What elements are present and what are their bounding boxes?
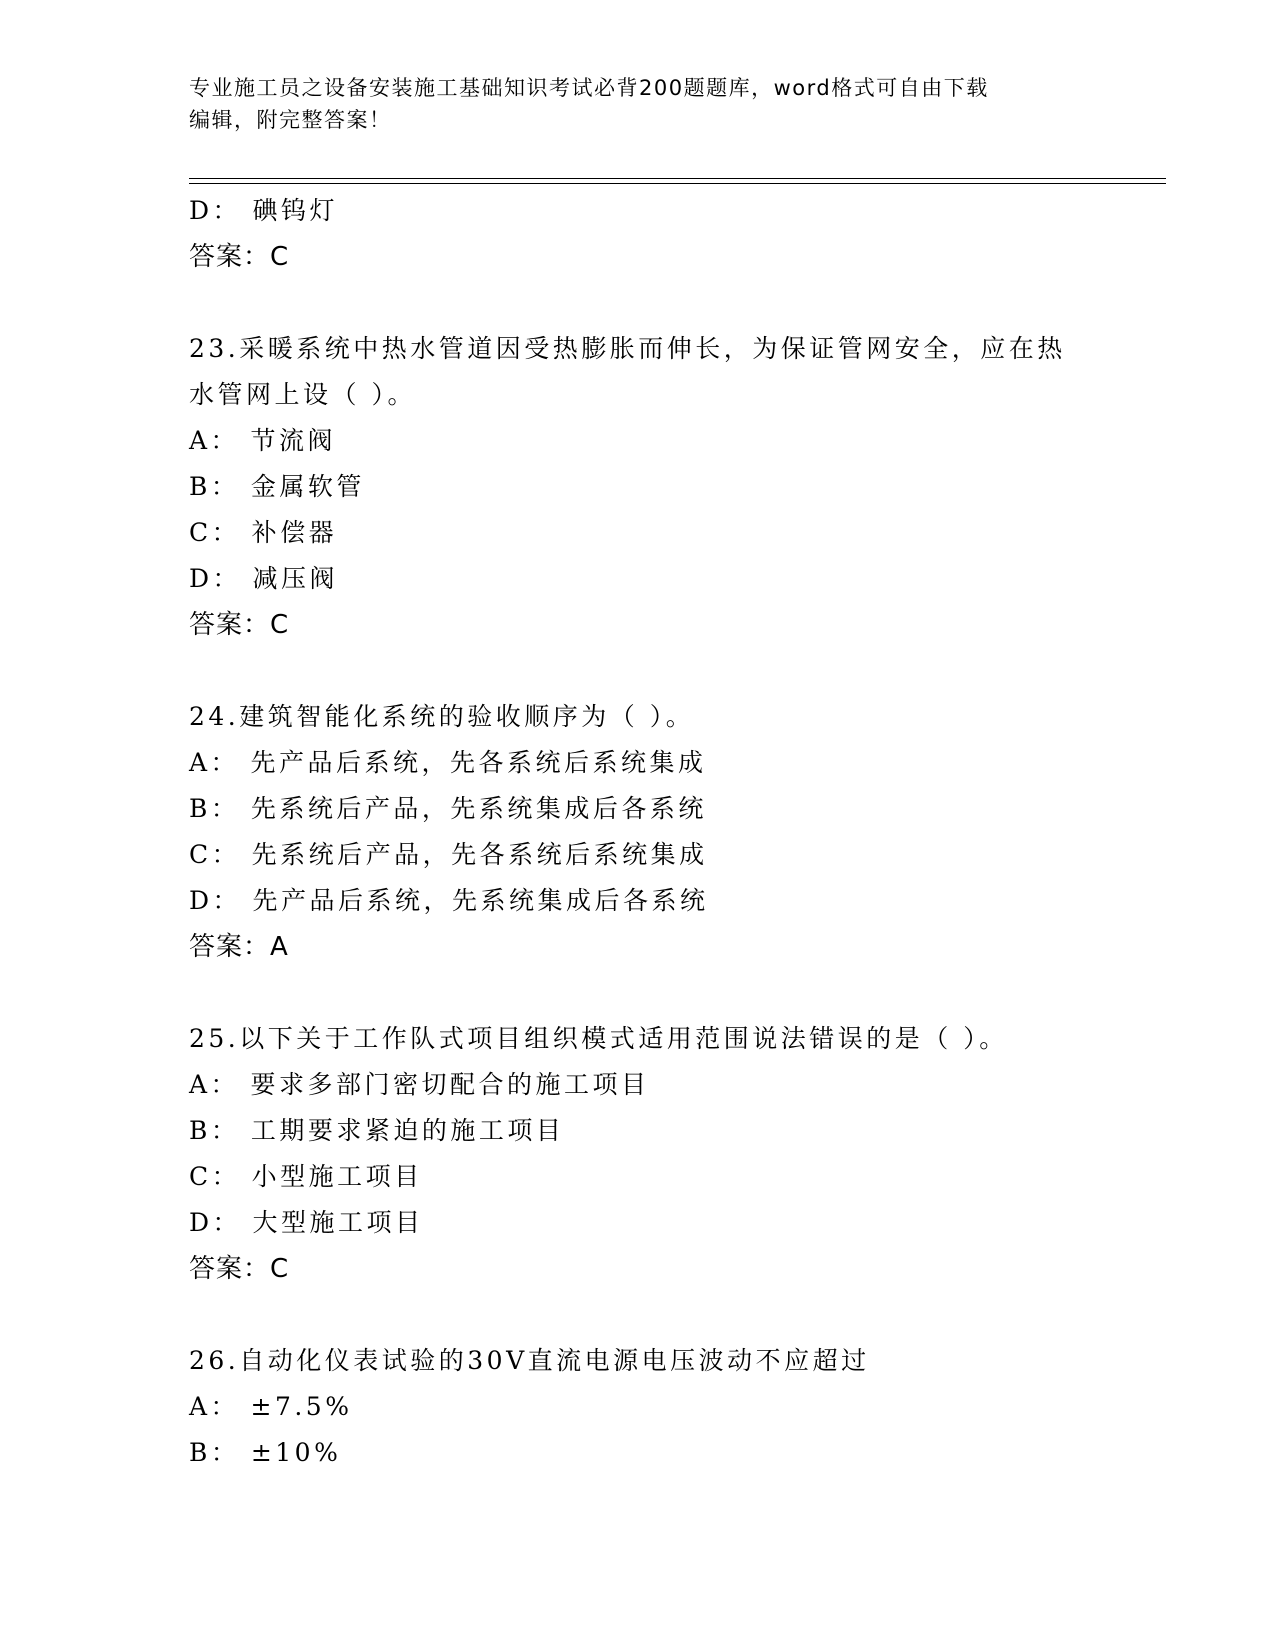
- header-divider-bottom: [189, 183, 1166, 184]
- header-line-1: 专业施工员之设备安装施工基础知识考试必背200题题库，word格式可自由下载: [189, 76, 989, 100]
- answer-line: 答案：C: [189, 1254, 290, 1284]
- header-divider-top: [189, 178, 1166, 179]
- option-a: A： ±7.5%: [189, 1392, 353, 1421]
- question-stem-continued: 水管网上设（ ）。: [189, 380, 416, 409]
- option-c: C： 补偿器: [189, 518, 338, 547]
- question-list: [189, 188, 1129, 1476]
- question-stem: 26.自动化仪表试验的30V直流电源电压波动不应超过: [189, 1346, 870, 1375]
- option-a: A： 要求多部门密切配合的施工项目: [189, 1070, 650, 1099]
- question-stem: 24.建筑智能化系统的验收顺序为（ ）。: [189, 702, 695, 731]
- header-line-2: 编辑，附完整答案！: [189, 108, 392, 132]
- answer-line: 答案：C: [189, 242, 290, 272]
- option-d: D： 大型施工项目: [189, 1208, 424, 1237]
- option-a: A： 节流阀: [189, 426, 337, 455]
- option-c: C： 先系统后产品，先各系统后系统集成: [189, 840, 708, 869]
- option-c: C： 小型施工项目: [189, 1162, 423, 1191]
- document-header: [189, 72, 1089, 136]
- option-d: D： 减压阀: [189, 564, 338, 593]
- option-d: D： 先产品后系统，先系统集成后各系统: [189, 886, 709, 915]
- question-stem: 25.以下关于工作队式项目组织模式适用范围说法错误的是（ ）。: [189, 1024, 1008, 1053]
- answer-line: 答案：C: [189, 610, 290, 640]
- option-b: B： 工期要求紧迫的施工项目: [189, 1116, 565, 1145]
- option-b: B： ±10%: [189, 1438, 342, 1467]
- option-b: B： 金属软管: [189, 472, 365, 501]
- question-stem: 23.采暖系统中热水管道因受热膨胀而伸长，为保证管网安全，应在热: [189, 334, 1066, 363]
- answer-line: 答案：A: [189, 932, 289, 962]
- option-b: B： 先系统后产品，先系统集成后各系统: [189, 794, 707, 823]
- option-a: A： 先产品后系统，先各系统后系统集成: [189, 748, 707, 777]
- option-d: D： 碘钨灯: [189, 196, 338, 225]
